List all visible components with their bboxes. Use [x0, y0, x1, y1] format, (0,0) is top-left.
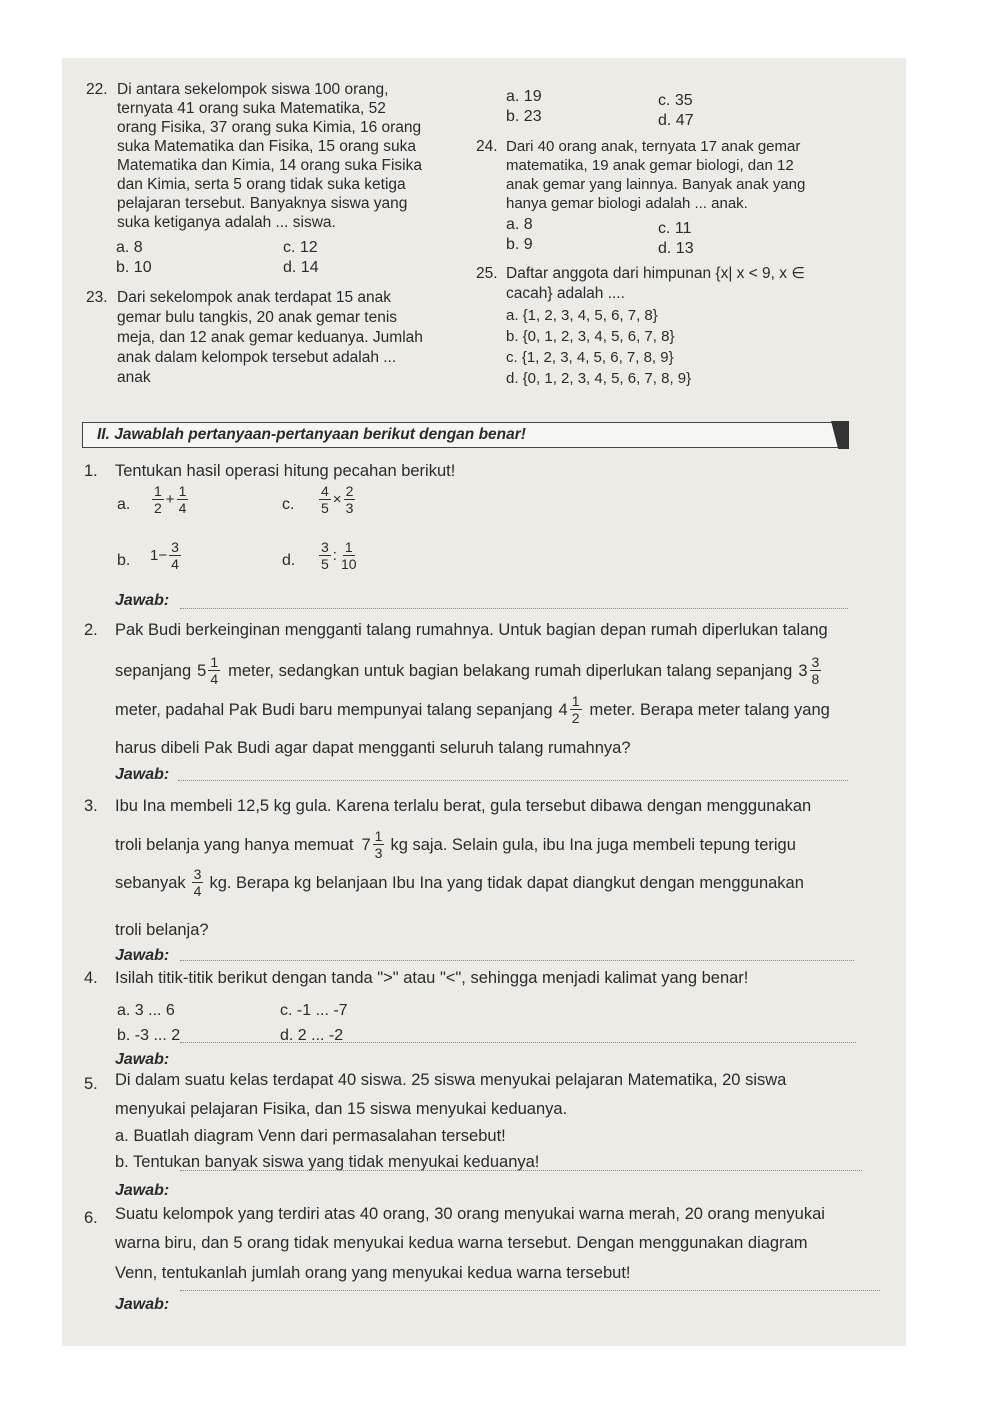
- q23-text: [117, 288, 423, 388]
- e5-answer-line: [180, 1170, 862, 1171]
- q22-line: suka ketiganya adalah ... siswa.: [117, 214, 336, 231]
- text: sebanyak: [115, 873, 186, 892]
- e6-line2: warna biru, dan 5 orang tidak menyukai kedua warna tersebut. Dengan menggunakan diagram: [115, 1234, 808, 1252]
- q25-option-b: b. {0, 1, 2, 3, 4, 5, 6, 7, 8}: [506, 328, 675, 345]
- text: sepanjang: [115, 661, 192, 680]
- e6-number: 6.: [84, 1209, 98, 1227]
- q23-line: anak dalam kelompok tersebut adalah ...: [117, 349, 397, 366]
- q25-options: [506, 305, 691, 389]
- e6-answer-label: Jawab:: [115, 1296, 170, 1313]
- e3-number: 3.: [84, 797, 98, 815]
- prev-option-b: b. 23: [506, 108, 542, 125]
- q24-line: matematika, 19 anak gemar biologi, dan 12: [506, 157, 794, 174]
- mixed-number: 4 $\frac{1}{2}$: [558, 693, 580, 726]
- q22-line: orang Fisika, 37 orang suka Kimia, 16 orang: [117, 119, 422, 136]
- q24-option-c: c. 11: [658, 220, 692, 237]
- q22-line: dan Kimia, serta 5 orang tidak suka ketiga: [117, 176, 406, 193]
- q22-option-a: a. 8: [116, 239, 143, 256]
- operator: :: [332, 547, 337, 564]
- fraction: $\frac{4}{5}$: [321, 483, 329, 516]
- e3-line3: [115, 866, 804, 899]
- section-2-title: II. Jawablah pertanyaan-pertanyaan berikut dengan benar!: [97, 426, 526, 443]
- e6-answer-line: [180, 1290, 880, 1291]
- e2-line3: [115, 693, 830, 726]
- q25-text: [506, 264, 805, 304]
- prev-option-d: d. 47: [658, 112, 694, 129]
- e5-number: 5.: [84, 1075, 98, 1093]
- e4-answer-line: [180, 1042, 856, 1043]
- e1d-label: d.: [282, 552, 296, 569]
- e1-answer-label: Jawab:: [115, 592, 170, 609]
- q25-line: cacah} adalah ....: [506, 285, 625, 302]
- e4-option-b: b. -3 ... 2: [117, 1027, 181, 1044]
- e5-line1: Di dalam suatu kelas terdapat 40 siswa. 25 siswa menyukai pelajaran Matematika, 20 siswa: [115, 1071, 787, 1089]
- q23-line: meja, dan 12 anak gemar keduanya. Jumlah: [117, 329, 423, 346]
- e1d-expression: [317, 539, 361, 572]
- e4-answer-label: Jawab:: [115, 1051, 170, 1068]
- e3-answer-label: Jawab:: [115, 947, 170, 964]
- mixed-number: 5 $\frac{1}{4}$: [197, 654, 219, 687]
- q22-line: pelajaran tersebut. Banyaknya siswa yang: [117, 195, 408, 212]
- q24-line: Dari 40 orang anak, ternyata 17 anak gemar: [506, 138, 801, 155]
- e5-sub-b: b. Tentukan banyak siswa yang tidak menyukai keduanya!: [115, 1153, 540, 1171]
- q25-option-a: a. {1, 2, 3, 4, 5, 6, 7, 8}: [506, 307, 658, 324]
- q25-option-d: d. {0, 1, 2, 3, 4, 5, 6, 7, 8, 9}: [506, 370, 692, 387]
- q22-option-d: d. 14: [283, 259, 319, 276]
- e3-answer-line: [180, 960, 854, 961]
- q22-number: 22.: [86, 81, 108, 98]
- header-tab-decoration: [831, 421, 849, 449]
- e3-line1: Ibu Ina membeli 12,5 kg gula. Karena terlalu berat, gula tersebut dibawa dengan menggunakan: [115, 797, 812, 815]
- e6-line3: Venn, tentukanlah jumlah orang yang menyukai kedua warna tersebut!: [115, 1264, 631, 1282]
- text: meter, sedangkan untuk bagian belakang rumah diperlukan talang sepanjang: [228, 661, 793, 680]
- e2-line1: Pak Budi berkeinginan mengganti talang rumahnya. Untuk bagian depan rumah diperlukan talang: [115, 621, 828, 639]
- e2-line2: [115, 654, 823, 687]
- e1b-expression: [150, 539, 183, 572]
- e1-answer-line: [180, 608, 848, 609]
- whole-number: 1: [150, 547, 159, 564]
- q22-text: [117, 80, 422, 232]
- e4-text: Isilah titik-titik berikut dengan tanda ">" atau "<", sehingga menjadi kalimat yang benar!: [115, 969, 749, 987]
- q24-option-d: d. 13: [658, 240, 694, 257]
- e1a-expression: [150, 483, 190, 516]
- operator: +: [165, 491, 175, 508]
- e2-answer-line: [178, 780, 848, 781]
- text: meter, padahal Pak Budi baru mempunyai talang sepanjang: [115, 700, 553, 719]
- prev-option-a: a. 19: [506, 88, 542, 105]
- e4-option-d: d. 2 ... -2: [280, 1027, 344, 1044]
- e2-answer-label: Jawab:: [115, 766, 170, 783]
- e5-line2: menyukai pelajaran Fisika, dan 15 siswa menyukai keduanya.: [115, 1100, 568, 1118]
- q23-line: gemar bulu tangkis, 20 anak gemar tenis: [117, 309, 398, 326]
- e5-sub-a: a. Buatlah diagram Venn dari permasalahan tersebut!: [115, 1127, 506, 1145]
- e1c-label: c.: [282, 496, 295, 513]
- fraction: $\frac{3}{5}$: [321, 539, 329, 572]
- e1-number: 1.: [84, 462, 98, 480]
- fraction: $\frac{1}{4}$: [178, 483, 187, 516]
- text: kg saja. Selain gula, ibu Ina juga membeli tepung terigu: [390, 835, 796, 854]
- q23-line: Dari sekelompok anak terdapat 15 anak: [117, 289, 391, 306]
- e4-option-c: c. -1 ... -7: [280, 1002, 348, 1019]
- e2-number: 2.: [84, 621, 98, 639]
- text: troli belanja yang hanya memuat: [115, 835, 354, 854]
- mixed-number: 7 $\frac{1}{3}$: [361, 828, 383, 861]
- q22-option-c: c. 12: [283, 239, 318, 256]
- q24-option-a: a. 8: [506, 216, 533, 233]
- e3-line2: [115, 828, 796, 861]
- mixed-number: 3 $\frac{3}{8}$: [798, 654, 820, 687]
- e4-number: 4.: [84, 969, 98, 987]
- e1a-label: a.: [117, 496, 131, 513]
- fraction: $\frac{1}{2}$: [154, 483, 162, 516]
- fraction: $\frac{2}{3}$: [345, 483, 354, 516]
- e1b-label: b.: [117, 552, 131, 569]
- e6-line1: Suatu kelompok yang terdiri atas 40 orang, 30 orang menyukai warna merah, 20 orang menyukai: [115, 1205, 825, 1223]
- q25-number: 25.: [476, 265, 498, 282]
- q22-line: Matematika dan Kimia, 14 orang suka Fisika: [117, 157, 422, 174]
- q25-option-c: c. {1, 2, 3, 4, 5, 6, 7, 8, 9}: [506, 349, 674, 366]
- operator: ×: [332, 491, 342, 508]
- text: kg. Berapa kg belanjaan Ibu Ina yang tidak dapat diangkut dengan menggunakan: [209, 873, 804, 892]
- q22-option-b: b. 10: [116, 259, 152, 276]
- q24-text: [506, 137, 805, 213]
- worksheet-page: [62, 58, 906, 1346]
- text: meter. Berapa meter talang yang: [589, 700, 830, 719]
- q24-number: 24.: [476, 138, 498, 155]
- q22-line: ternyata 41 orang suka Matematika, 52: [117, 100, 386, 117]
- q23-number: 23.: [86, 289, 108, 306]
- e1c-expression: [317, 483, 357, 516]
- fraction: $\frac{1}{10}$: [340, 539, 357, 572]
- operator: −: [158, 547, 168, 564]
- q23-line: anak: [117, 369, 151, 386]
- fraction: $\frac{3}{4}$: [193, 866, 202, 899]
- q24-line: hanya gemar biologi adalah ... anak.: [506, 195, 748, 212]
- q22-line: Di antara sekelompok siswa 100 orang,: [117, 81, 389, 98]
- e2-line4: harus dibeli Pak Budi agar dapat mengganti seluruh talang rumahnya?: [115, 739, 631, 757]
- q25-line: Daftar anggota dari himpunan {x| x < 9, x ∈: [506, 265, 805, 282]
- q22-line: suka Matematika dan Fisika, 15 orang suka: [117, 138, 416, 155]
- e3-line4: troli belanja?: [115, 921, 209, 939]
- fraction: $\frac{3}{4}$: [171, 539, 179, 572]
- e4-option-a: a. 3 ... 6: [117, 1002, 175, 1019]
- e1-text: Tentukan hasil operasi hitung pecahan berikut!: [115, 462, 456, 480]
- q24-option-b: b. 9: [506, 236, 533, 253]
- prev-option-c: c. 35: [658, 92, 693, 109]
- q24-line: anak gemar yang lainnya. Banyak anak yang: [506, 176, 806, 193]
- section-2-header: [82, 422, 848, 448]
- e5-answer-label: Jawab:: [115, 1182, 170, 1199]
